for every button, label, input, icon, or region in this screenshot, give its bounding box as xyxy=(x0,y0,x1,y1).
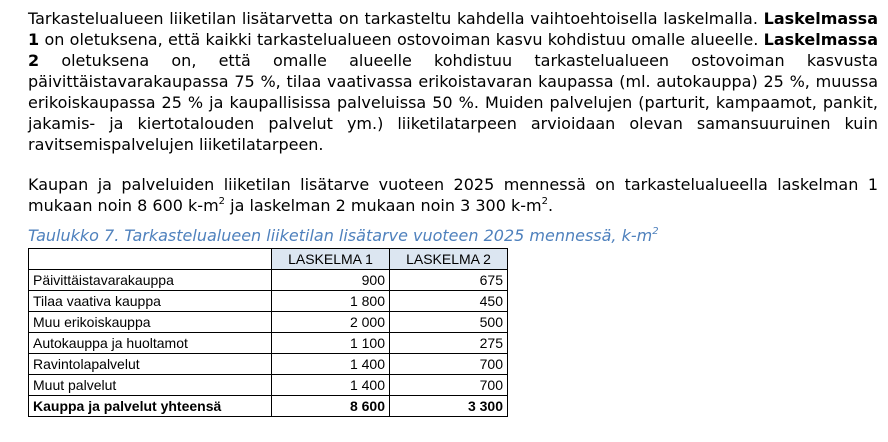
paragraph-calculation-methods xyxy=(28,8,878,155)
table-row xyxy=(29,312,508,333)
table-header-row xyxy=(29,249,508,270)
table-caption xyxy=(28,226,659,245)
row-value-laskelma-2: 450 xyxy=(390,291,508,312)
row-label: Muu erikoiskauppa xyxy=(29,312,272,333)
table-caption-text: Taulukko 7. Tarkastelualueen liiketilan lisätarve vuoteen 2025 mennessä, k-m xyxy=(28,226,653,245)
row-value-laskelma-2: 500 xyxy=(390,312,508,333)
paragraph-total-need xyxy=(28,174,878,216)
superscript-2: 2 xyxy=(541,195,548,207)
table-row xyxy=(29,375,508,396)
header-laskelma-1: LASKELMA 1 xyxy=(272,249,390,270)
bold-laskelma-1: Laskelmassa 1 xyxy=(28,9,878,49)
row-label: Päivittäistavarakauppa xyxy=(29,270,272,291)
row-value-laskelma-1: 1 100 xyxy=(272,333,390,354)
table-row xyxy=(29,270,508,291)
row-label: Tilaa vaativa kauppa xyxy=(29,291,272,312)
table-row xyxy=(29,291,508,312)
paragraph-1-text-2: on oletuksena, että kaikki tarkastelualueen ostovoiman kasvu kohdistuu omalle alueelle. xyxy=(39,30,764,49)
paragraph-2-text-3: . xyxy=(547,196,554,215)
row-value-laskelma-1: 1 400 xyxy=(272,375,390,396)
bold-laskelma-2: Laskelmassa 2 xyxy=(28,30,878,70)
row-label: Muut palvelut xyxy=(29,375,272,396)
header-empty-cell xyxy=(29,249,272,270)
paragraph-1-text-1: Tarkastelualueen liiketilan lisätarvetta on tarkasteltu kahdella vaihtoehtoisella laskelmalla. xyxy=(28,9,764,28)
row-value-laskelma-1: 900 xyxy=(272,270,390,291)
caption-superscript: 2 xyxy=(652,225,659,237)
header-laskelma-2: LASKELMA 2 xyxy=(390,249,508,270)
total-value-laskelma-1: 8 600 xyxy=(272,396,390,417)
row-value-laskelma-1: 1 800 xyxy=(272,291,390,312)
row-value-laskelma-2: 675 xyxy=(390,270,508,291)
paragraph-2-text-2: ja laskelman 2 mukaan noin 3 300 k-m xyxy=(225,196,542,215)
retail-space-table xyxy=(28,248,508,417)
table-row xyxy=(29,333,508,354)
row-value-laskelma-2: 700 xyxy=(390,375,508,396)
table-total-row xyxy=(29,396,508,417)
paragraph-1-text-3: oletuksena on, että omalle alueelle kohdistuu tarkastelualueen ostovoiman kasvusta päivittäistavarakaupassa 75 %, tilaa vaativassa erikoistavaran kaupassa (ml. autokauppa) 25 %, muussa erikoiskaupassa 25 % ja kaupallisissa palveluissa 50 %. Muiden palvelujen (parturit, kampaamot, pankit, jakamis- ja kiertotalouden palvelut ym.) liiketilatarpeen arvioidaan olevan samansuuruinen kuin ravitsemispalvelujen liiketilatarpeen. xyxy=(28,51,878,154)
row-value-laskelma-2: 275 xyxy=(390,333,508,354)
total-label: Kauppa ja palvelut yhteensä xyxy=(29,396,272,417)
row-value-laskelma-1: 1 400 xyxy=(272,354,390,375)
total-value-laskelma-2: 3 300 xyxy=(390,396,508,417)
row-label: Autokauppa ja huoltamot xyxy=(29,333,272,354)
paragraph-2-text-1: Kaupan ja palveluiden liiketilan lisätarve vuoteen 2025 mennessä on tarkastelualueella laskelman 1 mukaan noin 8 600 k-m xyxy=(28,175,878,215)
table-row xyxy=(29,354,508,375)
row-label: Ravintolapalvelut xyxy=(29,354,272,375)
row-value-laskelma-2: 700 xyxy=(390,354,508,375)
row-value-laskelma-1: 2 000 xyxy=(272,312,390,333)
superscript-2: 2 xyxy=(218,195,226,207)
